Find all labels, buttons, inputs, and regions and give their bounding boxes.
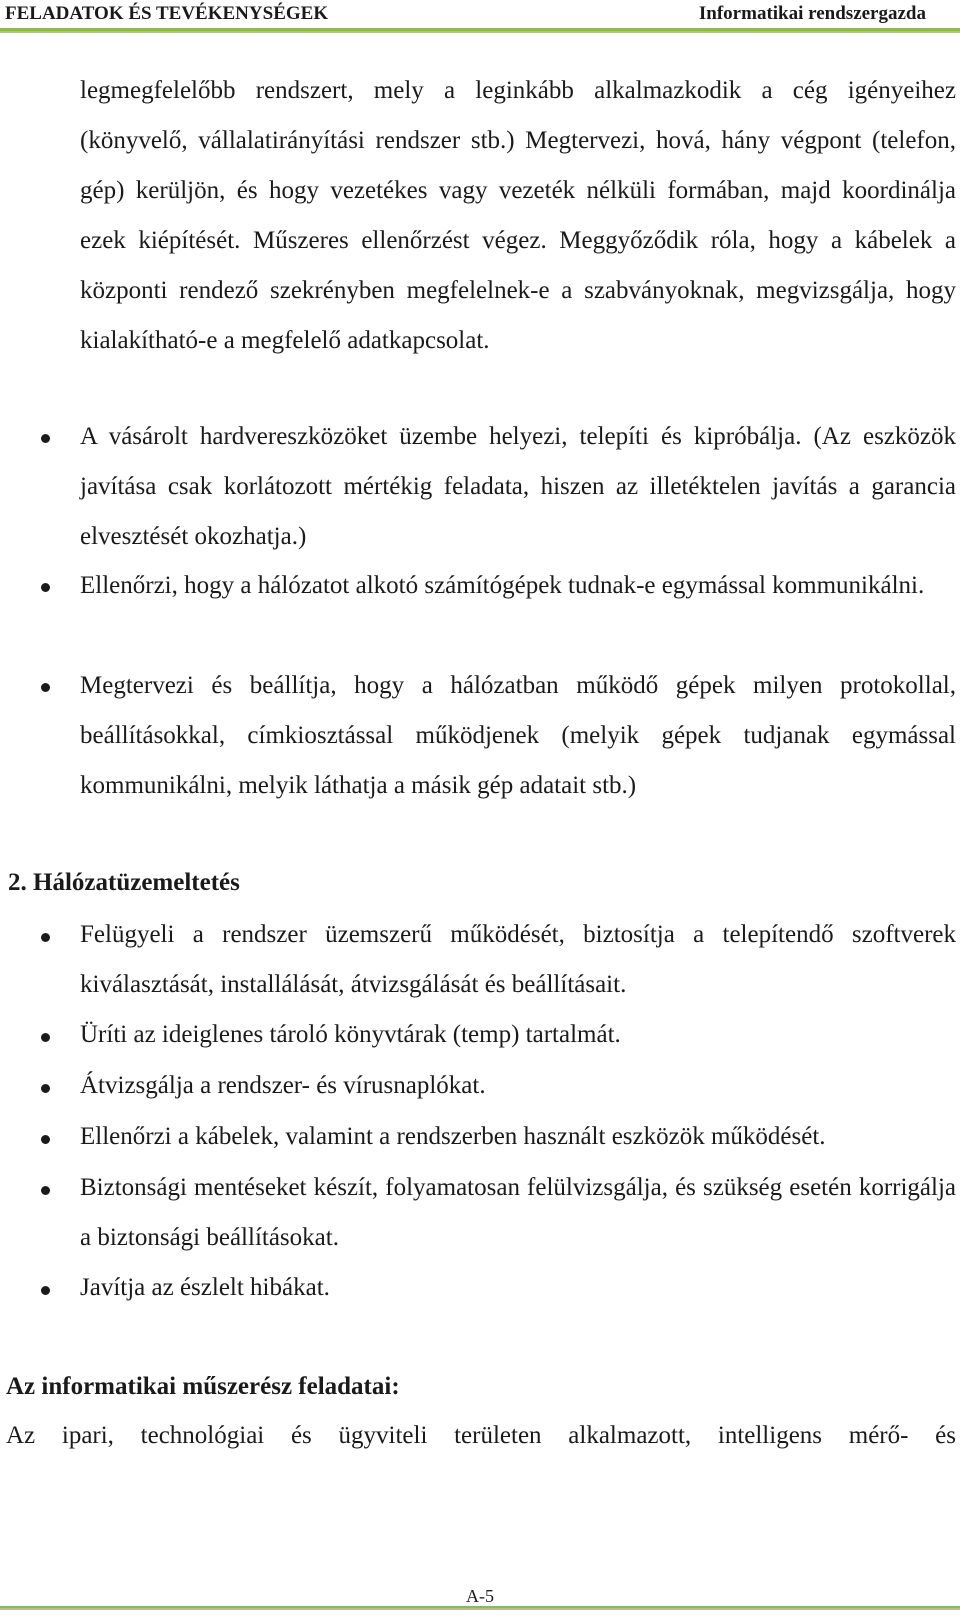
bullet-dot bbox=[41, 683, 50, 692]
bullet-dot bbox=[41, 1286, 50, 1295]
list-item: A vásárolt hardvereszközöket üzembe helyezi, telepíti és kipróbálja. (Az eszközök javítása csak korlátozott mértékig feladata, hiszen az illetéktelen javítás a garancia elvesztését okozhatja.) bbox=[80, 423, 956, 550]
intro-paragraph: legmegfelelőbb rendszert, mely a leginkább alkalmazkodik a cég igényeihez (könyvelő, vállalatirányítási rendszer stb.) Megtervezi, hová, hány végpont (telefon, gép) kerüljön, és hogy vezetékes vagy vezeték nélküli formában, majd koordinálja ezek kiépítését. Műszeres ellenőrzést végez. Meggyőződik róla, hogy a kábelek a központi rendező szekrényben megfelelnek-e a szabványoknak, megvizsgálja, hogy kialakítható-e a megfelelő adatkapcsolat. bbox=[80, 77, 956, 354]
bullet-dot bbox=[41, 1084, 50, 1093]
list-item: Megtervezi és beállítja, hogy a hálózatban működő gépek milyen protokollal, beállításokkal, címkiosztással működjenek (melyik gépek tudjanak egymással kommunikálni, melyik láthatja a másik gép adatait stb.) bbox=[80, 672, 956, 799]
bullet-dot bbox=[41, 583, 50, 592]
page-header bbox=[0, 0, 960, 30]
header-section-title: FELADATOK ÉS TEVÉKENYSÉGEK bbox=[5, 3, 329, 24]
bullet-dot bbox=[41, 1186, 50, 1195]
page-number: A-5 bbox=[466, 1586, 494, 1606]
list-item: Ellenőrzi, hogy a hálózatot alkotó számítógépek tudnak-e egymással kommunikálni. bbox=[80, 572, 925, 599]
list-item: Ellenőrzi a kábelek, valamint a rendszerben használt eszközök működését. bbox=[80, 1123, 826, 1150]
header-rule-shadow bbox=[0, 31, 960, 33]
list-item: Átvizsgálja a rendszer- és vírusnaplókat. bbox=[80, 1072, 486, 1099]
list-item: Felügyeli a rendszer üzemszerű működését, biztosítja a telepítendő szoftverek kiválasztását, installálását, átvizsgálását és beállításait. bbox=[80, 921, 956, 998]
section-paragraph: Az ipari, technológiai és ügyviteli területen alkalmazott, intelligens mérő- és bbox=[6, 1422, 956, 1449]
bullet-dot bbox=[41, 1135, 50, 1144]
section-heading-instrument-technician: Az informatikai műszerész feladatai: bbox=[6, 1373, 400, 1400]
footer-rule-shadow bbox=[0, 1608, 960, 1610]
list-item: Javítja az észlelt hibákat. bbox=[80, 1274, 330, 1301]
section-heading-network-operation: 2. Hálózatüzemeltetés bbox=[8, 869, 240, 896]
bullet-dot bbox=[41, 434, 50, 443]
list-item: Biztonsági mentéseket készít, folyamatosan felülvizsgálja, és szükség esetén korrigálja a biztonsági beállításokat. bbox=[80, 1174, 956, 1251]
bullet-dot bbox=[41, 1033, 50, 1042]
list-item: Üríti az ideiglenes tároló könyvtárak (temp) tartalmát. bbox=[80, 1021, 621, 1048]
header-document-title: Informatikai rendszergazda bbox=[698, 3, 926, 24]
bullet-dot bbox=[41, 933, 50, 942]
